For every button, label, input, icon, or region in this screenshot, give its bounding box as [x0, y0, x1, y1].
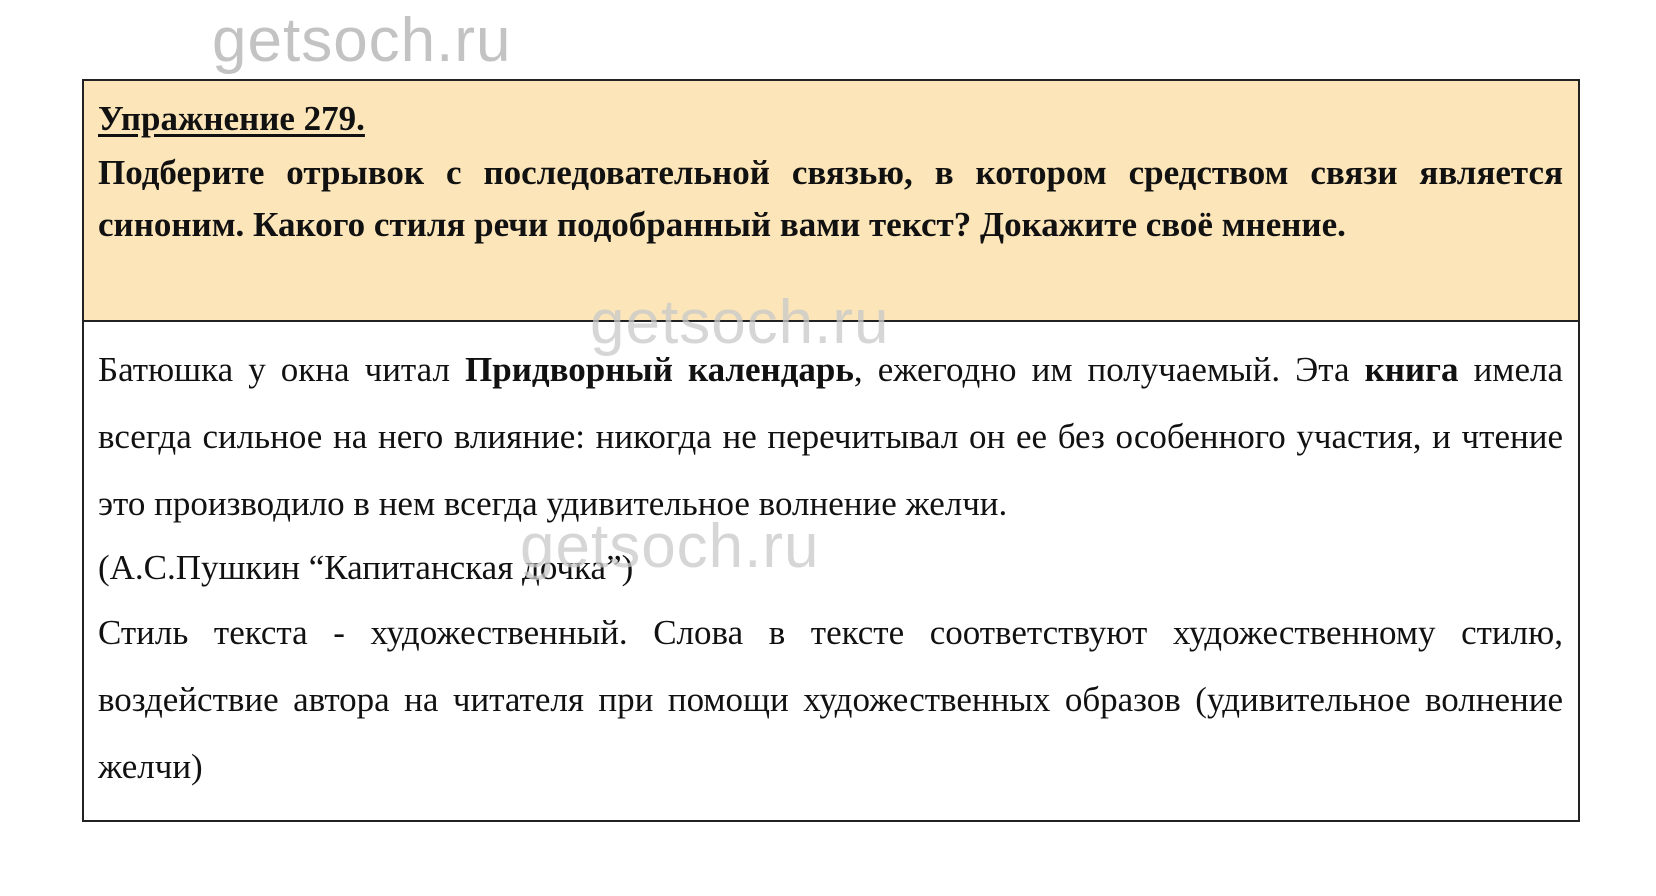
- task-text: Подберите отрывок с последовательной связью, в котором средством связи является синоним. Какого стиля речи подобранный вами текст? Докажите своё мнение.: [98, 153, 1563, 244]
- watermark-middle-2: getsoch.ru: [520, 512, 820, 581]
- quote-source: (А.С.Пушкин “Капитанская дочка”): [98, 548, 634, 587]
- conclusion-paragraph: Стиль текста - художественный. Слова в тексте соответствуют художественному стилю, воздействие автора на читателя при помощи художественных образов (удивительное волнение желчи): [98, 613, 1563, 786]
- task-block: [84, 81, 1578, 322]
- quote-bold-term-1: Придворный календарь: [465, 350, 854, 389]
- quote-bold-term-2: книга: [1364, 350, 1459, 389]
- exercise-card: [82, 79, 1580, 822]
- quote-text-1: Батюшка у окна читал: [98, 350, 466, 389]
- quote-text-2: , ежегодно им получаемый. Эта: [853, 350, 1365, 389]
- answer-block: [84, 322, 1578, 800]
- watermark-top: getsoch.ru: [212, 6, 512, 75]
- watermark-middle-1: getsoch.ru: [590, 288, 890, 357]
- quote-text-3: имела всегда сильное на него влияние: никогда не перечитывал он ее без особенного участия, и чтение это производило в нем всегда удивительное волнение желчи.: [98, 350, 1563, 523]
- quote-paragraph: [98, 336, 1563, 537]
- exercise-title: Упражнение 279.: [98, 99, 365, 138]
